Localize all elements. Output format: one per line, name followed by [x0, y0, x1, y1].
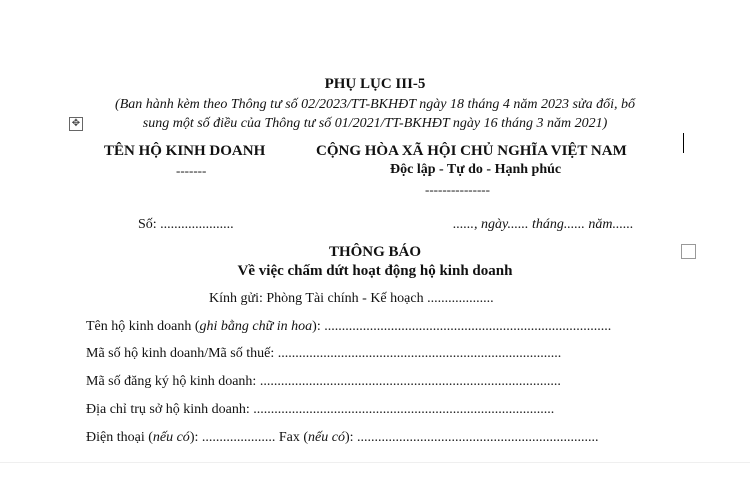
move-arrows-icon[interactable]: ✥ [69, 117, 83, 131]
registration-number-field: Mã số đăng ký hộ kinh doanh: ...................................................................................... [86, 374, 561, 389]
page-bottom-area [0, 462, 750, 501]
business-name-divider: ------- [176, 163, 207, 178]
address-field: Địa chỉ trụ sở hộ kinh doanh: ...................................................................................... [86, 402, 555, 417]
notice-title: THÔNG BÁO [328, 244, 422, 260]
notice-subtitle: Về việc chấm dứt hoạt động hộ kinh doanh [237, 263, 513, 279]
appendix-subtitle-line1: (Ban hành kèm theo Thông tư số 02/2023/TT-BKHĐT ngày 18 tháng 4 năm 2023 sửa đổi, bổ [115, 97, 635, 112]
national-divider: --------------- [425, 182, 490, 197]
appendix-title: PHỤ LỤC III-5 [324, 76, 426, 92]
national-motto: Độc lập - Tự do - Hạnh phúc [390, 162, 562, 177]
appendix-subtitle-line2: sung một số điều của Thông tư số 01/2021/TT-BKHĐT ngày 16 tháng 3 năm 2021) [142, 116, 608, 131]
document-number: Số: ..................... [138, 217, 234, 232]
notice-recipient: Kính gửi: Phòng Tài chính - Kế hoạch ................... [209, 291, 494, 306]
business-name-heading: TÊN HỘ KINH DOANH [104, 143, 266, 159]
business-name-field: Tên hộ kinh doanh (ghi bằng chữ in hoa): .................................................................................. [86, 319, 612, 334]
phone-fax-field: Điện thoại (nếu có): ..................... Fax (nếu có): ..................................................................... [86, 430, 599, 445]
tax-code-field: Mã số hộ kinh doanh/Mã số thuế: ................................................................................. [86, 346, 562, 361]
national-title: CỘNG HÒA XÃ HỘI CHỦ NGHĨA VIỆT NAM [316, 143, 627, 159]
document-date: ......, ngày...... tháng...... năm...... [453, 217, 634, 232]
text-cursor [683, 133, 684, 153]
checkbox-icon[interactable] [681, 244, 696, 259]
